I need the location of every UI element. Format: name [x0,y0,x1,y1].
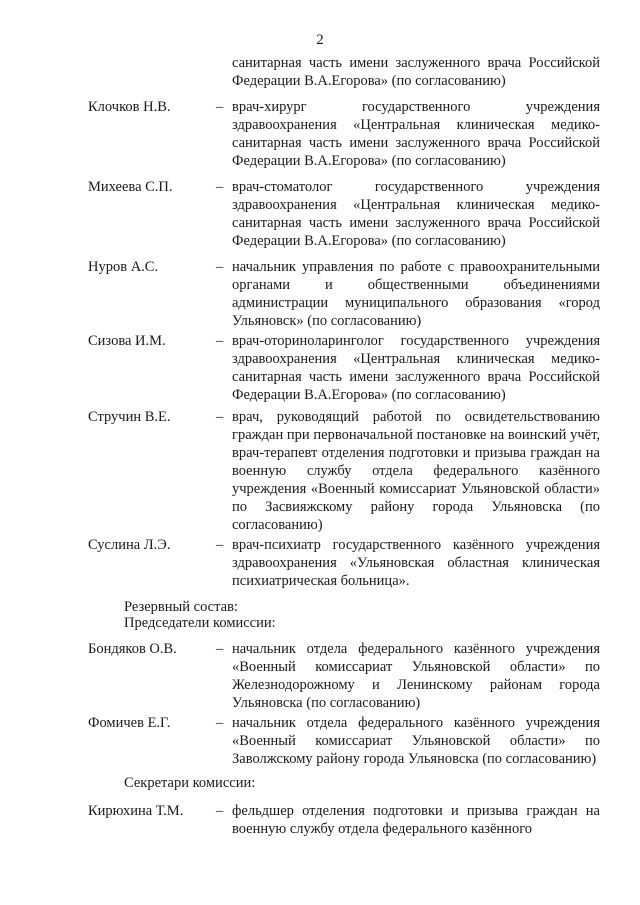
member-description: врач-стоматолог государственного учреждения здравоохранения «Центральная клиническая медико-санитарная часть имени заслуженного врача Российской Федерации В.А.Егорова» (по согласованию) [232,179,600,249]
dash: – [216,537,224,553]
dash: – [216,179,224,195]
continuation-text: санитарная часть имени заслуженного врача Российской Федерации В.А.Егорова» (по согласованию) [232,55,600,89]
member-description: врач-психиатр государственного казённого учреждения здравоохранения «Ульяновская областная клиническая психиатрическая больница». [232,537,600,589]
member-name: Сизова И.М. [88,333,166,349]
secretary-name: Кирюхина Т.М. [88,803,184,819]
page-number: 2 [316,32,324,48]
dash: – [216,803,224,819]
member-description: врач-хирург государственного учреждения здравоохранения «Центральная клиническая медико-санитарная часть имени заслуженного врача Российской Федерации В.А.Егорова» (по согласованию) [232,99,600,169]
chair-description: начальник отдела федерального казённого учреждения «Военный комиссариат Ульяновской области» по Железнодорожному и Ленинскому районам города Ульяновска (по согласованию) [232,641,600,711]
dash: – [216,715,224,731]
member-description: начальник управления по работе с правоохранительными органами и общественными объединениями администрации муниципального образования «город Ульяновск» (по согласованию) [232,259,600,329]
secretary-description: фельдшер отделения подготовки и призыва граждан на военную службу отдела федерального казённого [232,803,600,837]
member-name: Суслина Л.Э. [88,537,171,553]
chair-name: Фомичев Е.Г. [88,715,171,731]
dash: – [216,259,224,275]
reserve-heading: Резервный состав: [124,599,238,615]
member-name: Стручин В.Е. [88,409,171,425]
chair-name: Бондяков О.В. [88,641,177,657]
member-name: Нуров А.С. [88,259,159,275]
member-name: Михеева С.П. [88,179,173,195]
dash: – [216,641,224,657]
dash: – [216,409,224,425]
dash: – [216,99,224,115]
secretaries-heading: Секретари комиссии: [124,775,256,791]
member-name: Клочков Н.В. [88,99,171,115]
chairs-heading: Председатели комиссии: [124,615,276,631]
member-description: врач-оториноларинголог государственного учреждения здравоохранения «Центральная клиническая медико-санитарная часть имени заслуженного врача Российской Федерации В.А.Егорова» (по согласованию) [232,333,600,403]
chair-description: начальник отдела федерального казённого учреждения «Военный комиссариат Ульяновской области» по Заволжскому району города Ульяновска (по согласованию) [232,715,600,767]
member-description: врач, руководящий работой по освидетельствованию граждан при первоначальной постановке на воинский учёт, врач-терапевт отделения подготовки и призыва граждан на военную службу отдела федерального казённого учреждения «Военный комиссариат Ульяновской области» по Засвияжскому району города Ульяновска (по согласованию) [232,409,600,533]
dash: – [216,333,224,349]
